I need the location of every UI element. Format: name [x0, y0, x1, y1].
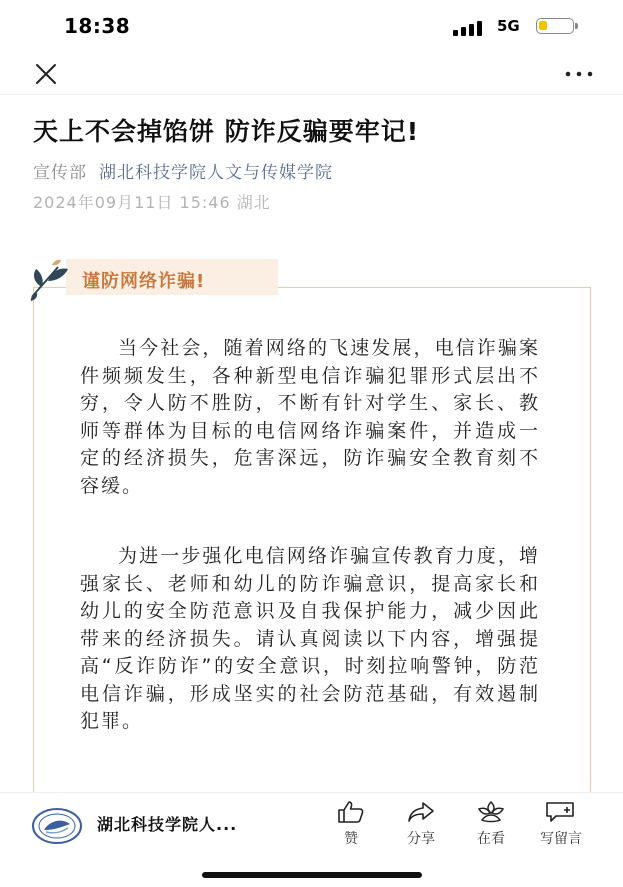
- watching-label: 在看: [477, 831, 505, 847]
- section-header: [28, 257, 278, 301]
- comment-label: 写留言: [540, 831, 582, 847]
- leaf-icon: [28, 257, 74, 303]
- publish-date: 2024年09月11日 15:46 湖北: [33, 193, 271, 212]
- share-label: 分享: [407, 831, 435, 847]
- section-label: 谨防网络诈骗!: [82, 271, 206, 292]
- home-indicator: [202, 872, 422, 878]
- paragraph-2: 为进一步强化电信网络诈骗宣传教育力度，增强家长、老师和幼儿的防诈骗意识，提高家长和幼儿的安全防范意识及自我保护能力，减少因此带来的经济损失。请认真阅读以下内容，增强提高“反诈防诈”的安全意识，时刻拉响警钟，防范电信诈骗，形成坚实的社会防范基础，有效遏制犯罪。: [80, 545, 540, 732]
- account-link[interactable]: 湖北科技学院人文与传媒学院: [99, 163, 333, 183]
- battery-icon: [536, 18, 574, 34]
- flower-icon: [476, 800, 506, 824]
- share-button[interactable]: [391, 800, 451, 848]
- status-time: 18:38: [64, 14, 131, 38]
- nav-bar: [0, 54, 623, 95]
- like-label: 赞: [344, 831, 358, 847]
- author-label: 宣传部: [33, 163, 87, 183]
- share-icon: [406, 800, 436, 824]
- status-bar: [0, 0, 623, 54]
- comment-button[interactable]: [531, 800, 591, 848]
- paragraph-1: 当今社会，随着网络的飞速发展，电信诈骗案件频频发生，各种新型电信诈骗犯罪形式层出不穷，令人防不胜防，不断有针对学生、家长、教师等群体为目标的电信网络诈骗案件，并造成一定的经济损失，危害深远，防诈骗安全教育刻不容缓。: [80, 337, 540, 497]
- account-name[interactable]: 湖北科技学院人...: [97, 815, 238, 834]
- network-label: 5G: [497, 17, 520, 35]
- signal-icon: [453, 18, 489, 36]
- article-meta: [33, 158, 333, 183]
- more-icon[interactable]: [564, 62, 594, 86]
- article-title: 天上不会掉馅饼 防诈反骗要牢记!: [33, 117, 420, 146]
- comment-icon: [544, 800, 578, 824]
- watching-button[interactable]: [461, 800, 521, 848]
- like-button[interactable]: [321, 800, 381, 848]
- thumb-up-icon: [336, 800, 366, 824]
- close-icon[interactable]: [34, 62, 58, 86]
- account-avatar[interactable]: [32, 808, 82, 844]
